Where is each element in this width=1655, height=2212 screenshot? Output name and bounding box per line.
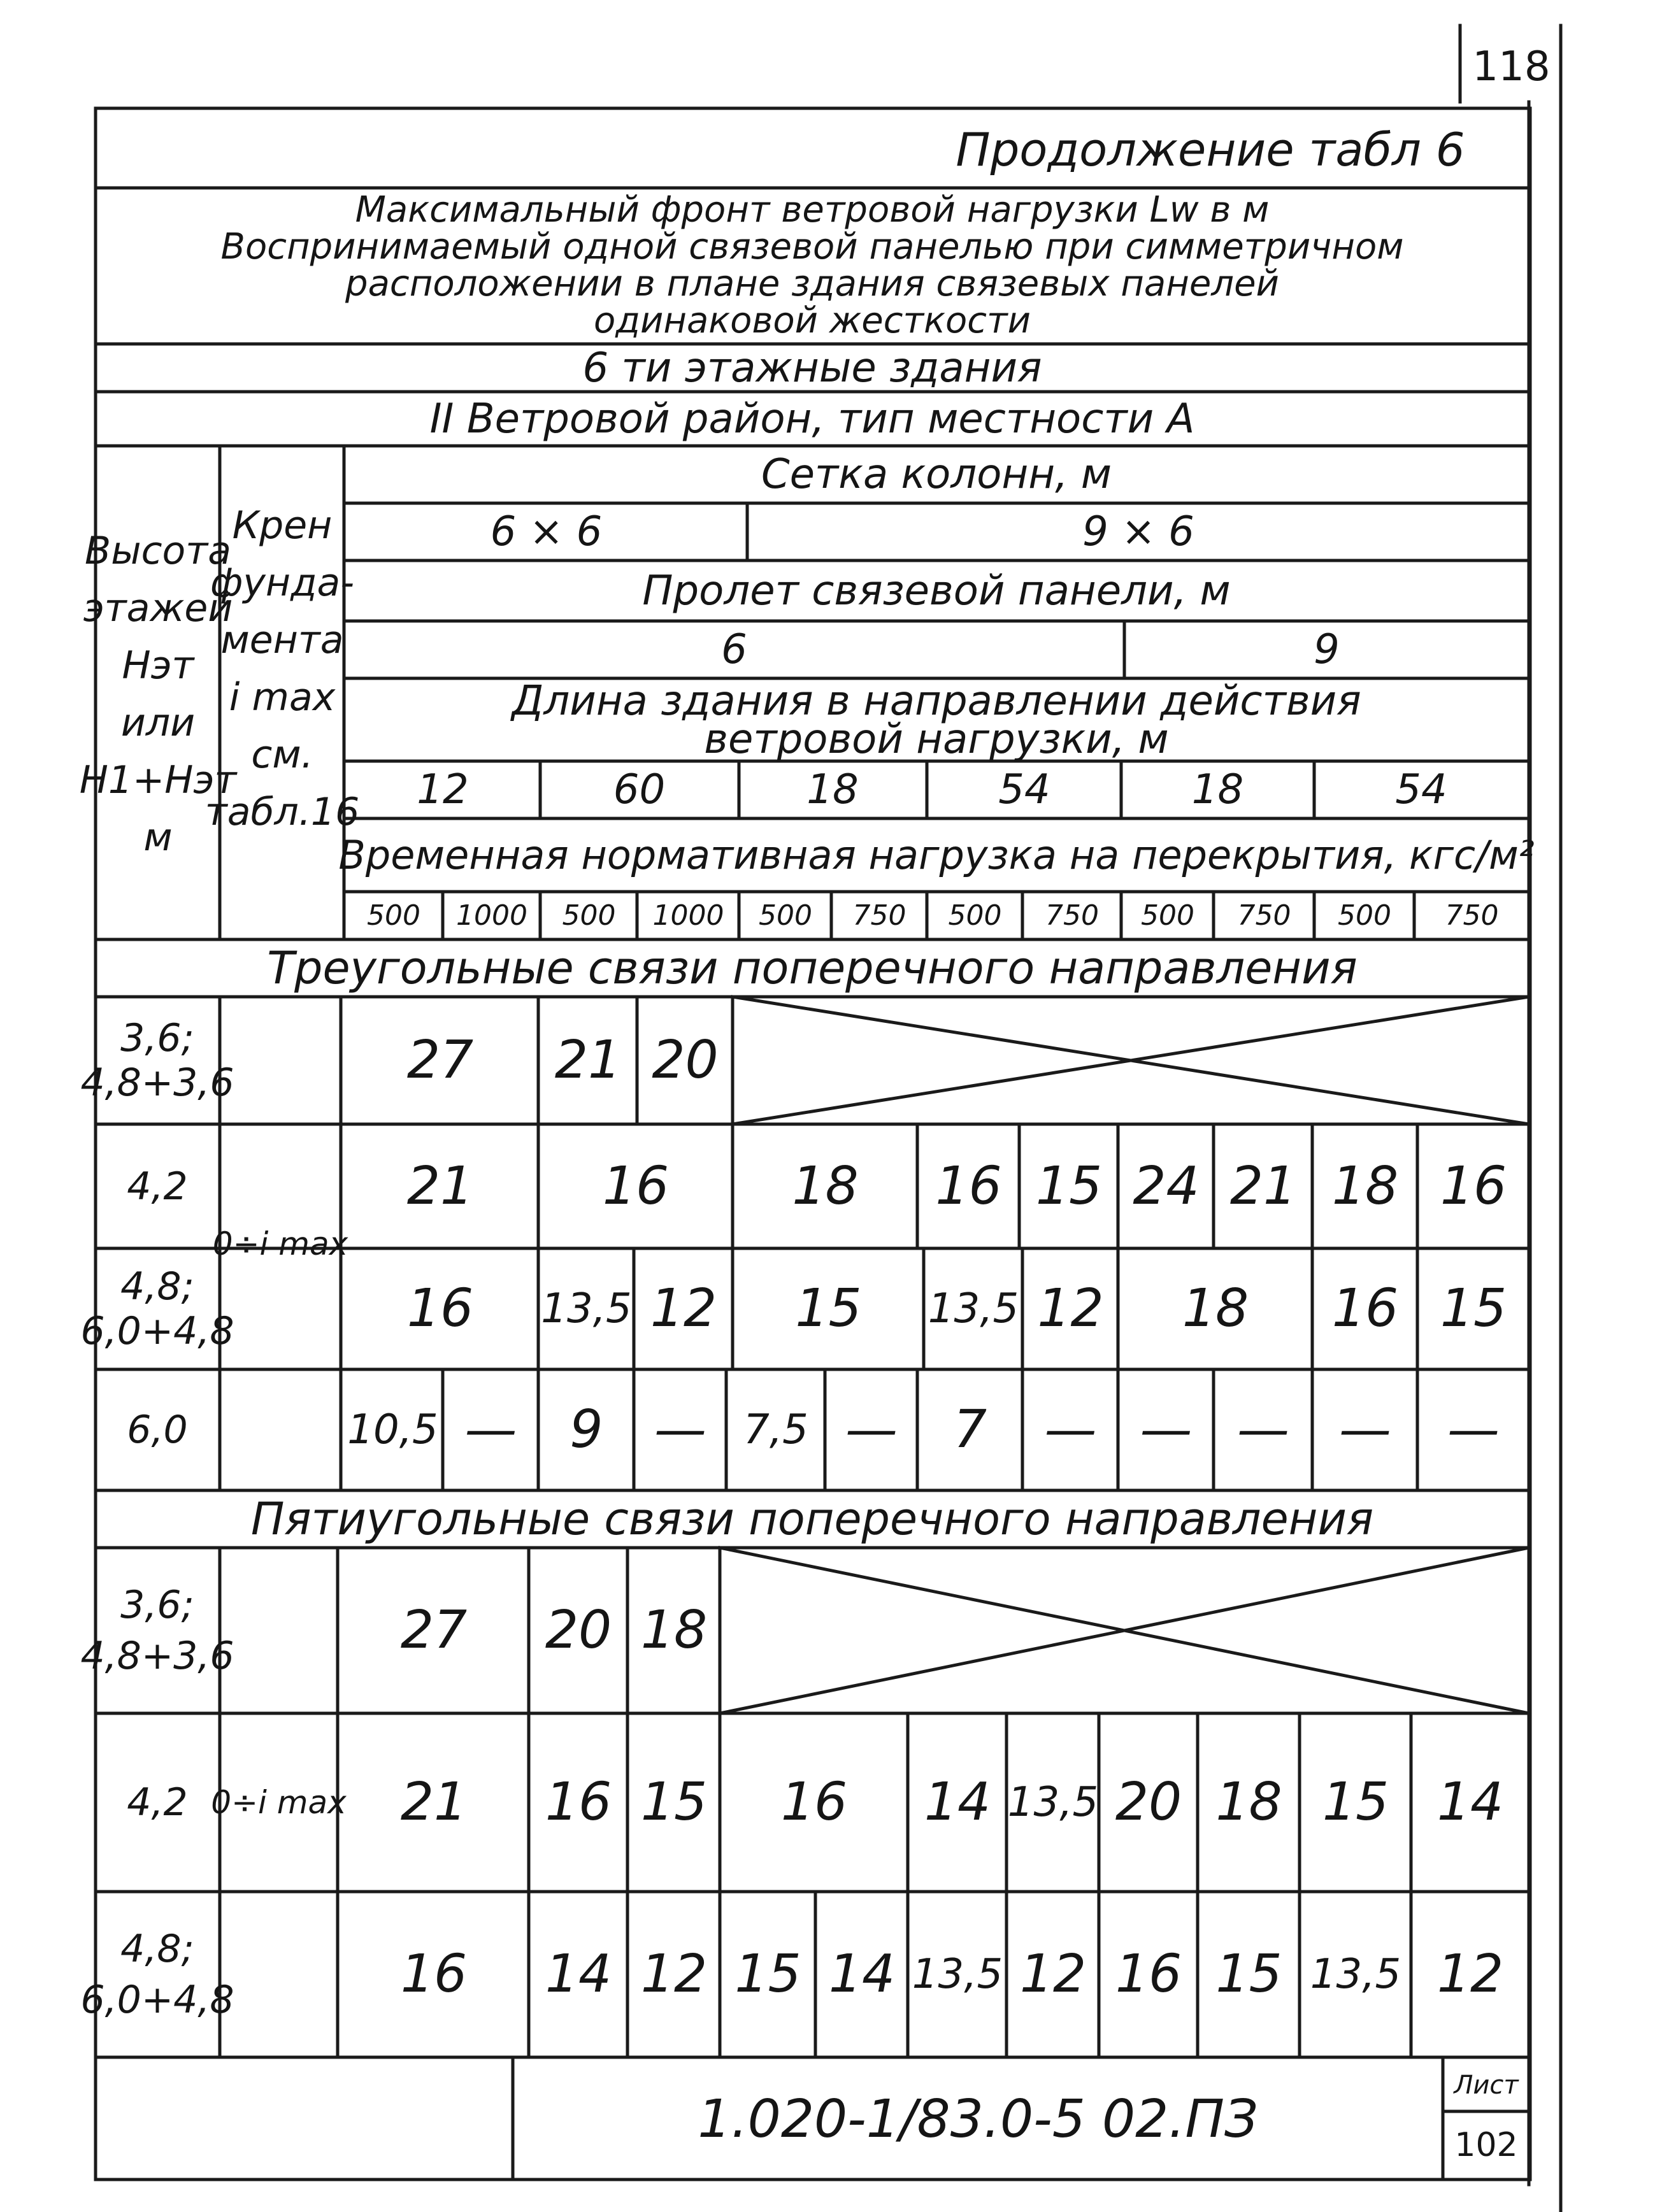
height-value — [80, 1551, 234, 1710]
table-cell: 18 — [640, 1600, 708, 1660]
table-cell: 9 — [570, 1399, 603, 1460]
table-cell: 16 — [1331, 1278, 1399, 1339]
tilt-header-line: см. — [251, 732, 313, 777]
table-title-line-4: одинаковой жесткости — [593, 300, 1031, 341]
panel-span-9: 9 — [1314, 626, 1340, 673]
table-cell: 13,5 — [912, 1951, 1003, 1998]
table-cell: 21 — [554, 1030, 622, 1090]
height-line: 6,0+4,8 — [80, 1978, 234, 2022]
table-cell: 18 — [1182, 1278, 1249, 1339]
load-value: 750 — [852, 899, 906, 932]
height-value: 6,0 — [127, 1408, 188, 1452]
tilt-column-header — [204, 497, 360, 841]
load-value: 500 — [948, 899, 1002, 932]
table-cell: 27 — [400, 1600, 468, 1660]
table-cell: 21 — [400, 1772, 468, 1832]
height-header-line: Н1+Нэт — [79, 758, 237, 803]
table-cell: 16 — [406, 1278, 474, 1339]
page-number: 118 — [1472, 43, 1551, 90]
length-value: 12 — [417, 766, 469, 813]
column-grid-6x6: 6 × 6 — [490, 508, 603, 555]
table-cell: 15 — [640, 1772, 708, 1832]
table-cell: 12 — [1436, 1944, 1504, 2004]
section-title-triangular: Треугольные связи поперечного направления — [267, 942, 1358, 994]
tilt-header-line: i max — [229, 675, 336, 720]
height-line: 3,6; — [120, 1016, 194, 1060]
table-cell: 15 — [1215, 1944, 1282, 2004]
table-cell: 16 — [400, 1944, 468, 2004]
height-line: 4,8; — [120, 1264, 194, 1309]
table-cell: — — [1140, 1399, 1193, 1460]
table-cell: 18 — [792, 1155, 859, 1217]
table-cell: 18 — [1215, 1772, 1282, 1832]
load-value: 750 — [1045, 899, 1099, 932]
table-cell: 15 — [734, 1944, 801, 2004]
table-title-line-2: Воспринимаемый одной связевой панелью при симметричном — [220, 226, 1404, 268]
table-cell: 15 — [1035, 1155, 1103, 1217]
height-header-line: Высота — [85, 529, 231, 573]
height-value: 4,2 — [127, 1780, 188, 1825]
height-line: 4,8; — [120, 1927, 194, 1971]
height-value — [80, 1000, 234, 1121]
table-cell: 13,5 — [541, 1285, 632, 1332]
length-value: 54 — [1395, 766, 1447, 813]
length-value: 18 — [806, 766, 859, 813]
load-value: 750 — [1445, 899, 1499, 932]
table-cell: — — [1339, 1399, 1391, 1460]
table-cell: 7,5 — [743, 1406, 808, 1453]
table-cell: 18 — [1331, 1155, 1399, 1217]
load-value: 500 — [562, 899, 616, 932]
sheet-label: Лист — [1454, 2071, 1519, 2100]
height-line: 6,0+4,8 — [80, 1309, 234, 1353]
table-cell: 16 — [780, 1772, 848, 1832]
load-value: 500 — [759, 899, 812, 932]
panel-span-6: 6 — [721, 626, 747, 673]
document-code: 1.020-1/83.0-5 02.ПЗ — [698, 2088, 1258, 2150]
height-line: 4,8+3,6 — [80, 1634, 234, 1678]
column-grid-title: Сетка колонн, м — [761, 451, 1112, 498]
table-cell: 14 — [924, 1772, 991, 1832]
table-cell: 14 — [545, 1944, 612, 2004]
table-cell: 12 — [650, 1278, 717, 1339]
table-cell: — — [845, 1399, 898, 1460]
table-cell: 24 — [1133, 1155, 1200, 1217]
tilt-header-line: Крен — [232, 503, 333, 548]
table-cell: 12 — [1037, 1278, 1104, 1339]
section1-tilt: 0÷i max — [212, 1225, 348, 1262]
table-cell: 13,5 — [928, 1285, 1019, 1332]
table-cell: — — [1237, 1399, 1289, 1460]
load-value: 500 — [1338, 899, 1391, 932]
table-cell: 21 — [1229, 1155, 1297, 1217]
table-cell: 15 — [1322, 1772, 1389, 1832]
height-header-line: этажей — [83, 586, 233, 631]
table-cell: 15 — [795, 1278, 862, 1339]
length-value: 18 — [1191, 766, 1244, 813]
height-value: 4,2 — [127, 1164, 188, 1209]
height-value — [80, 1252, 234, 1366]
tilt-header-line: мента — [220, 618, 344, 662]
height-line: 4,8+3,6 — [80, 1060, 234, 1105]
load-value: 750 — [1237, 899, 1291, 932]
table-cell: 14 — [1436, 1772, 1504, 1832]
panel-span-title: Пролет связевой панели, м — [642, 567, 1231, 615]
table-cell: — — [1044, 1399, 1097, 1460]
load-value: 1000 — [652, 899, 724, 932]
column-grid-9x6: 9 × 6 — [1082, 508, 1194, 555]
table-cell: — — [654, 1399, 706, 1460]
table-cell: 16 — [545, 1772, 612, 1832]
table-cell: 15 — [1440, 1278, 1507, 1339]
building-type: 6 ти этажные здания — [582, 344, 1042, 392]
length-value: 60 — [613, 766, 666, 813]
load-value: 500 — [367, 899, 420, 932]
table-cell: 13,5 — [1310, 1951, 1401, 1998]
table-cell: 10,5 — [347, 1406, 438, 1453]
continuation-label: Продолжение табл 6 — [956, 123, 1465, 176]
tilt-header-line: фунда- — [210, 560, 354, 605]
table-cell: 20 — [545, 1600, 612, 1660]
table-cell: 12 — [1019, 1944, 1087, 2004]
table-cell: 16 — [935, 1155, 1002, 1217]
building-length-title-2: ветровой нагрузки, м — [704, 716, 1169, 763]
table-cell: 27 — [406, 1030, 474, 1090]
table-cell: 20 — [1115, 1772, 1182, 1832]
height-header-line: м — [143, 815, 173, 860]
building-length-title-1: Длина здания в направлении действия — [512, 678, 1361, 725]
table-cell: — — [464, 1399, 517, 1460]
load-value: 1000 — [456, 899, 527, 932]
length-value: 54 — [998, 766, 1050, 813]
height-line: 3,6; — [120, 1583, 194, 1627]
table-cell: 13,5 — [1007, 1779, 1099, 1826]
table-cell: 12 — [640, 1944, 708, 2004]
section-title-pentagonal: Пятиугольные связи поперечного направления — [250, 1493, 1374, 1545]
height-value — [80, 1895, 234, 2054]
table-cell: 16 — [1115, 1944, 1182, 2004]
section2-tilt: 0÷i max — [211, 1784, 347, 1821]
table-cell: 21 — [406, 1155, 474, 1217]
wind-region: II Ветровой район, тип местности А — [429, 396, 1195, 443]
height-column-header — [79, 497, 237, 892]
table-cell: 20 — [652, 1030, 719, 1090]
table-cell: 14 — [828, 1944, 896, 2004]
table-cell: — — [1447, 1399, 1500, 1460]
live-load-title: Временная нормативная нагрузка на перекрытия, кгс/м² — [338, 831, 1535, 878]
table-title-line-3: расположении в плане здания связевых панелей — [345, 263, 1279, 304]
table-title-line-1: Максимальный фронт ветровой нагрузки Lw в м — [355, 189, 1270, 231]
table-cell: 16 — [602, 1155, 670, 1217]
table-cell: 16 — [1440, 1155, 1507, 1217]
load-value: 500 — [1141, 899, 1194, 932]
tilt-header-line: табл.16 — [204, 790, 360, 834]
height-header-line: или — [120, 701, 196, 745]
table-cell: 7 — [953, 1399, 987, 1460]
height-header-line: Нэт — [122, 643, 194, 688]
sheet-number: 102 — [1454, 2126, 1518, 2164]
